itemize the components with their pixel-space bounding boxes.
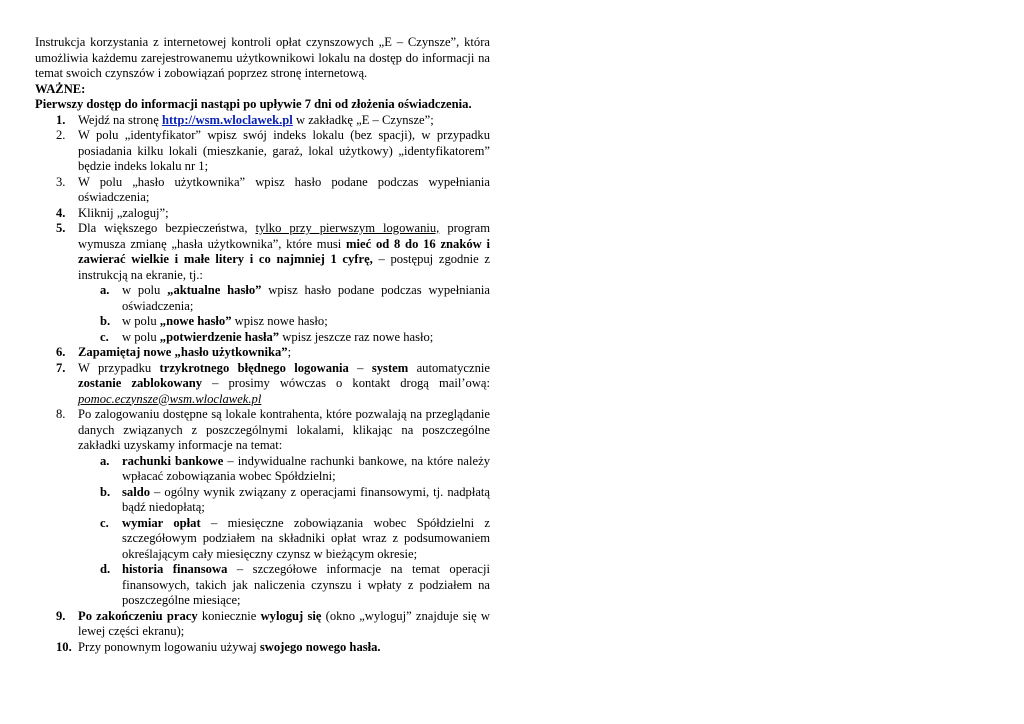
item-bold-text: zostanie zablokowany xyxy=(78,376,203,390)
item-bold-text: trzykrotnego błędnego logowania xyxy=(159,360,349,375)
important-label: WAŻNE: xyxy=(35,81,86,96)
list-item xyxy=(35,128,490,175)
item-number: 8. xyxy=(56,407,66,421)
intro-paragraph: Instrukcja korzystania z internetowej kontroli opłat czynszowych „E – Czynsze”, która umożliwia każdemu zarejestrowanemu użytkownikowi lokalu na dostęp do informacji na temat swoich czynszów i zobowiązań poprzez stronę internetową. xyxy=(35,35,490,80)
sub-item xyxy=(78,283,490,314)
item-underlined-text: tylko przy pierwszym logowaniu, xyxy=(255,221,440,235)
list-item xyxy=(35,175,490,206)
item-text: W polu „hasło użytkownika” wpisz hasło podane podczas wypełniania oświadczenia; xyxy=(78,174,490,204)
item-text: automatycznie xyxy=(408,360,491,375)
item-number: 3. xyxy=(56,174,66,189)
item-text: Wejdź na stronę xyxy=(78,112,162,127)
support-email-link[interactable]: pomoc.eczynsze@wsm.wloclawek.pl xyxy=(78,391,262,406)
item-text: – xyxy=(348,360,372,375)
sub-item-text: wpisz jeszcze raz nowe hasło; xyxy=(279,329,434,344)
instruction-column xyxy=(35,35,490,655)
item-text: W polu „identyfikator” wpisz swój indeks lokalu (bez spacji), w przypadku posiadania kilku lokali (mieszkanie, garaż, lokal użytkowy) „identyfikatorem” będzie indeks lokalu nr 1; xyxy=(78,128,490,173)
item-text: Przy ponownym logowaniu używaj xyxy=(78,639,260,654)
item-text: Kliknij „zaloguj”; xyxy=(78,205,169,220)
item-bold-text: wyloguj się xyxy=(260,608,322,623)
sub-item-text: w polu xyxy=(122,329,160,344)
list-item xyxy=(35,113,490,129)
item-text: Po zalogowaniu dostępne są lokale kontrahenta, które pozwalają na przeglądanie danych związanych z poszczególnymi lokalami, klikając na poszczególne zakładki uzyskamy informacje na temat: xyxy=(78,407,490,452)
sub-item xyxy=(78,516,490,563)
item-bold-text: system xyxy=(371,360,409,375)
sub-item-letter: b. xyxy=(100,314,111,328)
item-text: program wymusza zmianę „hasła użytkownika”, które musi xyxy=(78,221,491,251)
sub-item-bold: „potwierdzenie hasła” xyxy=(159,329,280,344)
item-text: W przypadku xyxy=(78,360,160,375)
password-steps xyxy=(78,283,490,345)
sub-item xyxy=(78,485,490,516)
list-item xyxy=(35,609,490,640)
sub-item-bold: rachunki bankowe xyxy=(122,453,224,468)
sub-item-bold: wymiar opłat xyxy=(122,515,201,530)
item-number: 2. xyxy=(56,128,66,142)
list-item xyxy=(35,221,490,345)
list-item xyxy=(35,345,490,361)
instruction-list xyxy=(35,113,490,656)
sub-item-bold: saldo xyxy=(122,484,150,499)
item-number: 5. xyxy=(56,221,66,235)
sub-item-text: wpisz nowe hasło; xyxy=(231,314,328,328)
item-number: 9. xyxy=(56,608,66,623)
item-text: ; xyxy=(287,345,292,359)
list-item xyxy=(35,206,490,222)
item-number: 1. xyxy=(56,112,66,127)
sub-item-text: w polu xyxy=(122,283,168,297)
sub-item-bold: historia finansowa xyxy=(122,562,228,576)
item-bold-text: swojego nowego hasła. xyxy=(259,639,381,654)
list-item xyxy=(35,407,490,609)
item-number: 10. xyxy=(56,639,72,654)
website-link[interactable]: http://wsm.wloclawek.pl xyxy=(161,112,293,127)
sub-item-text: – ogólny wynik związany z operacjami finansowymi, tj. nadpłatą bądź niedopłatą; xyxy=(122,484,490,514)
item-number: 7. xyxy=(56,360,66,375)
item-bold-text: Zapamiętaj nowe „hasło użytkownika” xyxy=(78,345,288,359)
item-bold-text: mieć od 8 do 16 znaków i zawierać wielkie i małe litery i co najmniej 1 cyfrę, xyxy=(78,236,490,266)
sub-item-letter: d. xyxy=(100,562,111,576)
sub-item-text: – indywidualne rachunki bankowe, na które należy wpłacać zobowiązania wobec Spółdzielni; xyxy=(122,453,490,483)
item-number: 6. xyxy=(56,345,66,359)
item-number: 4. xyxy=(56,205,66,220)
sub-item-letter: a. xyxy=(100,453,110,468)
item-text: (okno „wyloguj” znajduje się w lewej części ekranu); xyxy=(78,608,490,638)
item-text: w zakładkę „E – Czynsze”; xyxy=(292,112,434,127)
sub-item-letter: a. xyxy=(100,283,110,297)
list-item xyxy=(35,640,490,656)
sub-item-bold: „nowe hasło” xyxy=(159,314,232,328)
tabs-description xyxy=(78,454,490,609)
sub-item xyxy=(78,454,490,485)
sub-item xyxy=(78,330,490,346)
item-text: – postępuj zgodnie z instrukcją na ekranie, tj.: xyxy=(78,252,490,282)
sub-item-letter: b. xyxy=(100,484,111,499)
important-text: Pierwszy dostęp do informacji nastąpi po upływie 7 dni od złożenia oświadczenia. xyxy=(35,97,472,111)
item-text: Dla większego bezpieczeństwa, xyxy=(78,221,256,235)
item-bold-text: Po zakończeniu pracy xyxy=(78,608,198,623)
item-text: koniecznie xyxy=(197,608,261,623)
list-item xyxy=(35,361,490,408)
item-text: – prosimy wówczas o kontakt drogą mail’ową: xyxy=(202,376,491,390)
sub-item-letter: c. xyxy=(100,515,109,530)
sub-item-bold: „aktualne hasło” xyxy=(167,283,262,297)
sub-item-text: w polu xyxy=(122,314,160,328)
sub-item xyxy=(78,562,490,609)
sub-item-text: – szczegółowe informacje na temat operacji finansowych, takich jak naliczenia czynszu i wpłaty z podziałem na poszczególne miesiące; xyxy=(122,562,490,607)
sub-item-letter: c. xyxy=(100,329,109,344)
sub-item-text: – miesięczne zobowiązania wobec Spółdzielni z szczegółowym podziałem na składniki opłat wraz z podsumowaniem określającym cały miesięczny czynsz w bieżącym okresie; xyxy=(122,515,490,561)
sub-item-text: wpisz hasło podane podczas wypełniania oświadczenia; xyxy=(122,283,491,313)
sub-item xyxy=(78,314,490,330)
